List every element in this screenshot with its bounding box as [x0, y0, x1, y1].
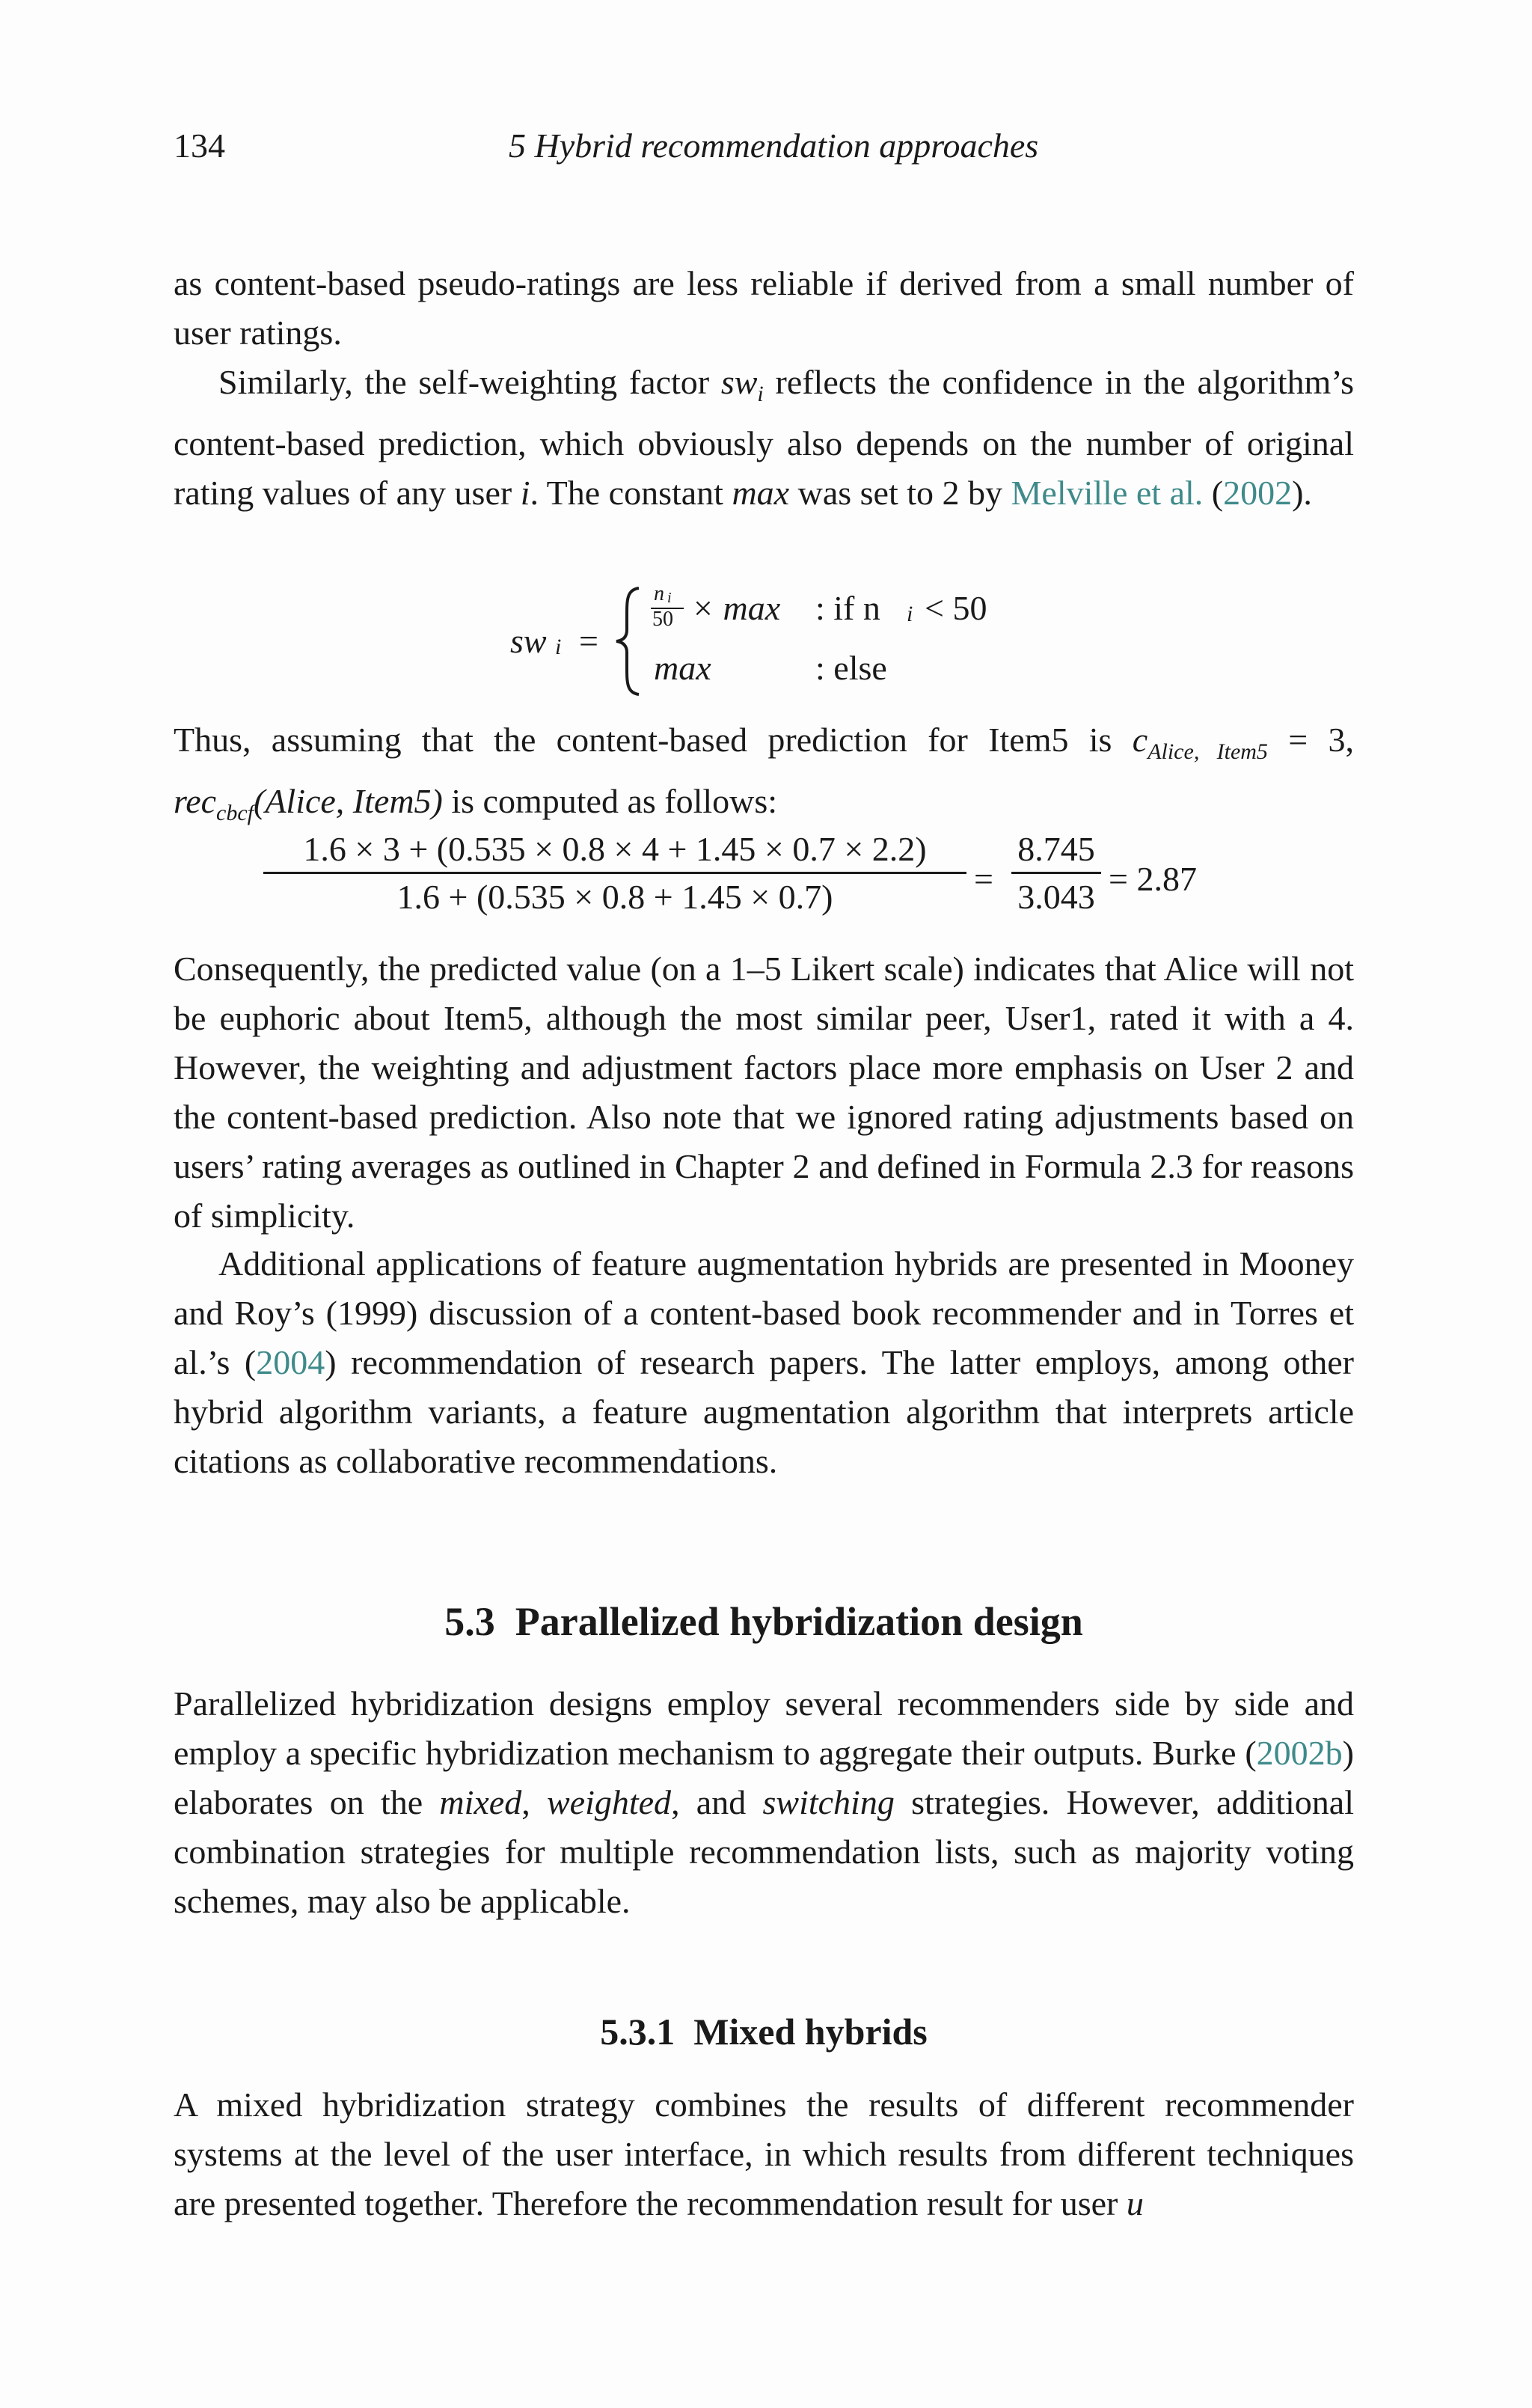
chapter-title: 5 Hybrid recommendation approaches — [509, 126, 1039, 165]
paragraph-7: A mixed hybridization strategy combines the results of different recommender systems at the level of the user interface, in which results from different techniques are presented together. Therefore the recommendation result for user u — [174, 2085, 1354, 2222]
paragraph-5: Additional applications of feature augmentation hybrids are presented in Mooney and Roy’s (1999) discussion of a content-based book recommender and in Torres et al.’s (2004) recommendation of research papers. The latter employs, among other hybrid algorithm variants, a feature augmentation algorithm that interprets article citations as collaborative recommendations. — [174, 1244, 1354, 1480]
equation-prediction: $\frac{1.6 \times 3 + (0.535 \times 0.8 \times 4 + 1.45 \times 0.7 \times 2.2)}{1.6 + (0.535 \times 0.8 + 1.45 \times 0.7)}$ = $\frac{8.745}{3.043}$ = 2.87 — [263, 829, 1385, 934]
citation-year-2004[interactable]: 2004 — [256, 1343, 325, 1381]
citation-year-2002[interactable]: 2002 — [1223, 474, 1293, 512]
citation-melville[interactable]: Melville et al. — [1011, 474, 1204, 512]
subsection-heading: 5.3.1 Mixed hybrids — [600, 2011, 928, 2053]
page-number: 134 — [174, 126, 225, 165]
equation-self-weighting: sw i = n i 50 × max : if n i < 50 max : else — [510, 585, 1034, 697]
paragraph-2: Similarly, the self-weighting factor $sw_i$ reflects the confidence in the algorithm’s content-based prediction, which obviously also depends on the number of original rating values of any user i. The constant max was set to 2 by Melville et al. (2002). — [174, 363, 1354, 512]
paragraph-4: Consequently, the predicted value (on a 1–5 Likert scale) indicates that Alice will not be euphoric about Item5, although the most similar peer, User1, rated it with a 4. However, the weighting and adjustment factors place more emphasis on User 2 and the content-based prediction. Also note that we ignored rating adjustments based on users’ rating averages as outlined in Chapter 2 and defined in Formula 2.3 for reasons of simplicity. — [174, 950, 1354, 1235]
paragraph-6: Parallelized hybridization designs employ several recommenders side by side and employ a specific hybridization mechanism to aggregate their outputs. Burke (2002b) elaborates on the mixed, weighted, and switching strategies. However, additional combination strategies for multiple recommendation lists, such as majority voting schemes, may also be applicable. — [174, 1684, 1354, 1920]
section-heading: 5.3 Parallelized hybridization design — [444, 1599, 1083, 1644]
left-brace — [613, 585, 643, 697]
paragraph-3: Thus, assuming that the content-based prediction for Item5 is $c_{Alice, Item5} = 3$, rec$_{cbcf}$(Alice, Item5) is computed as follows: — [174, 721, 1354, 825]
running-header — [174, 126, 1354, 171]
citation-year-2002b[interactable]: 2002b — [1256, 1734, 1343, 1772]
paragraph-1: as content-based pseudo-ratings are less reliable if derived from a small number of user ratings. — [174, 264, 1354, 352]
